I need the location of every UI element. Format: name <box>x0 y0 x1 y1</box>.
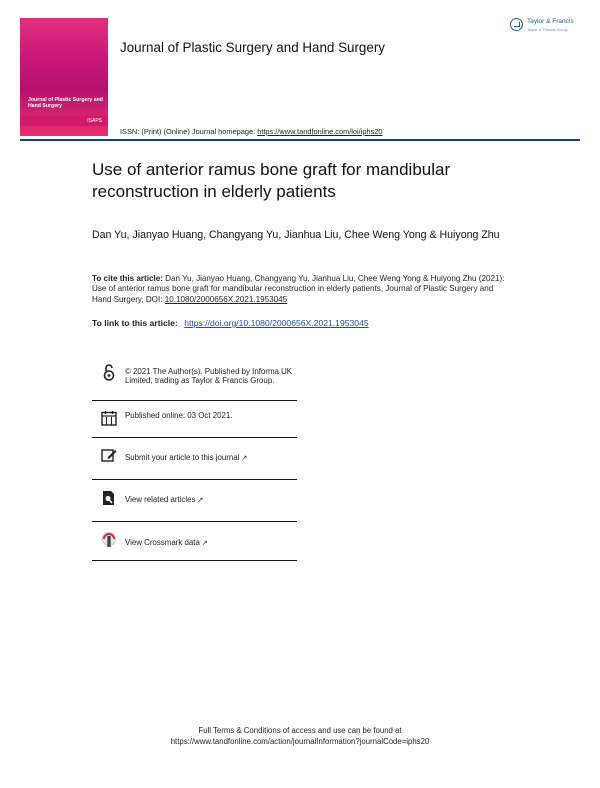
issn-prefix: ISSN: (Print) (Online) Journal homepage: <box>120 127 256 136</box>
issn-line <box>120 127 383 136</box>
article-authors: Dan Yu, Jianyao Huang, Changyang Yu, Jianhua Liu, Chee Weng Yong & Huiyong Zhu <box>92 229 500 241</box>
cover-title: Journal of Plastic Surgery and Hand Surgery <box>28 97 103 110</box>
copyright-row <box>92 360 297 401</box>
related-articles-label: View related articles <box>125 495 196 504</box>
footer-terms-text: Full Terms & Conditions of access and use can be found at <box>198 726 402 735</box>
published-date-text: Published online: 03 Oct 2021. <box>125 411 233 420</box>
related-articles-link[interactable] <box>125 495 297 505</box>
submit-article-label: Submit your article to this journal <box>125 453 240 462</box>
crossmark-link[interactable] <box>125 538 297 548</box>
external-link-icon: ↗ <box>197 497 204 504</box>
open-access-icon <box>100 364 118 382</box>
crossmark-icon <box>100 531 118 549</box>
journal-title[interactable]: Journal of Plastic Surgery and Hand Surgery <box>120 40 385 55</box>
header-divider <box>20 139 580 141</box>
related-row[interactable] <box>92 479 297 522</box>
external-link-icon: ↗ <box>201 540 208 547</box>
cover-mark: ISAPS <box>87 118 102 124</box>
submit-row[interactable] <box>92 437 297 480</box>
published-row <box>92 400 297 438</box>
citation-label: To cite this article: <box>92 274 163 283</box>
article-doi-link[interactable]: https://doi.org/10.1080/2000656X.2021.1953045 <box>184 318 369 328</box>
crossmark-row[interactable] <box>92 521 297 561</box>
citation-doi-link[interactable]: 10.1080/2000656X.2021.1953045 <box>164 294 288 304</box>
journal-cover-image[interactable] <box>20 18 108 136</box>
article-link-line <box>92 318 369 328</box>
publisher-logo-icon <box>510 18 523 31</box>
crossmark-label: View Crossmark data <box>125 538 200 547</box>
publisher-subname: Taylor & Francis Group <box>527 27 568 32</box>
citation-text: Dan Yu, Jianyao Huang, Changyang Yu, Jianhua Liu, Chee Weng Yong & Huiyong Zhu (2021): Use of anterior ramus bone graft for mandibular reconstruction in elderly patients, Journal of Plastic Surgery and Hand Surgery, DOI: <box>92 274 505 304</box>
journal-homepage-link[interactable]: https://www.tandfonline.com/loi/iphs20 <box>257 127 383 136</box>
citation-block <box>92 274 512 305</box>
publisher-logo[interactable] <box>510 17 590 37</box>
footer <box>0 726 600 747</box>
external-link-icon: ↗ <box>241 455 248 462</box>
calendar-icon <box>100 409 118 427</box>
footer-terms-link[interactable]: https://www.tandfonline.com/action/journalInformation?journalCode=iphs20 <box>170 736 430 746</box>
edit-icon <box>100 446 118 464</box>
article-title: Use of anterior ramus bone graft for mandibular reconstruction in elderly patients <box>92 160 451 201</box>
submit-article-link[interactable] <box>125 453 297 463</box>
article-link-label: To link to this article: <box>92 318 178 328</box>
copyright-text: © 2021 The Author(s). Published by Informa UK Limited, trading as Taylor & Francis Group. <box>125 367 293 386</box>
related-articles-icon <box>100 489 118 507</box>
publisher-name: Taylor & Francis <box>527 18 574 25</box>
